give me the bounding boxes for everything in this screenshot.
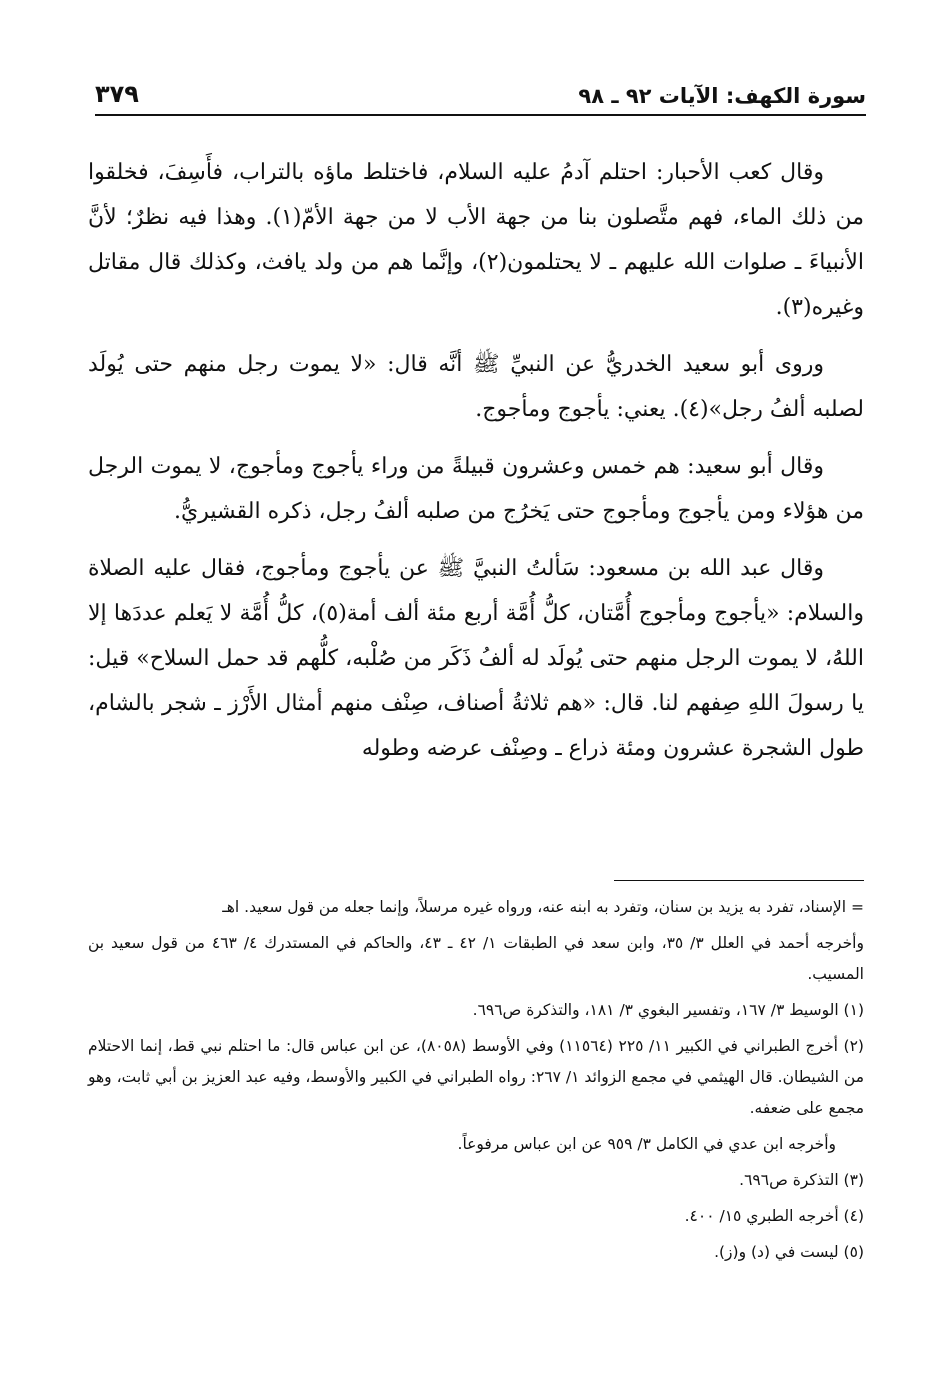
- footnote-continuation: = الإسناد، تفرد به يزيد بن سنان، وتفرد به ابنه عنه، ورواه غيره مرسلاً، وإنما جعله من قول سعيد. اهـ: [222, 898, 864, 916]
- paragraph: وقال كعب الأحبار: احتلم آدمُ عليه السلام، فاختلط ماؤه بالتراب، فأَسِفَ، فخلقوا من ذلك الماء، فهم متَّصلون بنا من جهة الأب لا من جهة الأمّ(١). وهذا فيه نظرٌ؛ لأنَّ الأنبياءَ ـ صلوات الله عليهم ـ لا يحتلمون(٢)، وإنَّما هم من ولد يافث، وكذلك قال مقاتل وغيره(٣).: [88, 160, 864, 320]
- footnote-continuation: وأخرجه أحمد في العلل ٣/ ٣٥، وابن سعد في الطبقات ١/ ٤٢ ـ ٤٣، والحاكم في المستدرك ٤/ ٤٦٣ من قول سعيد بن المسيب.: [88, 934, 864, 983]
- paragraph: وروى أبو سعيد الخدريُّ عن النبيِّ ﷺ أنَّه قال: «لا يموت رجل منهم حتى يُولَد لصلبه ألفُ رجل»(٤). يعني: يأجوج ومأجوج.: [88, 352, 864, 422]
- footnote: وأخرجه ابن عدي في الكامل ٣/ ٩٥٩ عن ابن عباس مرفوعاً.: [457, 1135, 836, 1153]
- footnote: (٥) ليست في (د) و(ز).: [714, 1243, 864, 1261]
- header-rule: [95, 114, 866, 116]
- footnotes: [88, 892, 864, 1273]
- footnote: (٣) التذكرة ص٦٩٦.: [739, 1171, 864, 1189]
- paragraph: وقال عبد الله بن مسعود: سَألتُ النبيَّ ﷺ عن يأجوج ومأجوج، فقال عليه الصلاة والسلام: «يأجوج ومأجوج أُمَّتان، كلُّ أُمَّة أربع مئة ألف أمة(٥)، كلُّ أُمَّة لا يَعلم عددَها إلا اللهُ، لا يموت الرجل منهم حتى يُولَد له ألفُ ذَكَر من صُلْبه، كلُّهم قد حمل السلاح» قيل: يا رسولَ اللهِ صِفهم لنا. قال: «هم ثلاثةُ أصناف، صِنْف منهم أمثال الأَرْز ـ شجر بالشام، طول الشجرة عشرون ومئة ذراع ـ وصِنْف عرضه وطوله: [88, 556, 864, 761]
- running-header: [95, 68, 866, 108]
- paragraph: وقال أبو سعيد: هم خمس وعشرون قبيلةً من وراء يأجوج ومأجوج، لا يموت الرجل من هؤلاء ومن يأجوج ومأجوج حتى يَخرُج من صلبه ألفُ رجل، ذكره القشيريُّ.: [88, 454, 864, 524]
- page-number: ٣٧٩: [95, 80, 139, 108]
- footnote: (٤) أخرجه الطبري ١٥/ ٤٠٠.: [684, 1207, 864, 1225]
- main-text: [88, 150, 864, 783]
- running-title: سورة الكهف: الآيات ٩٢ ـ ٩٨: [578, 84, 866, 108]
- footnote: (٢) أخرج الطبراني في الكبير ١١/ ٢٢٥ (١١٥٦٤) وفي الأوسط (٨٠٥٨)، عن ابن عباس قال: ما احتلم نبي قط، إنما الاحتلام من الشيطان. قال الهيثمي في مجمع الزوائد ١/ ٢٦٧: رواه الطبراني في الكبير والأوسط، وفيه عبد العزيز بن أبي ثابت، وهو مجمع على ضعفه.: [88, 1037, 865, 1117]
- footnote-separator: [614, 880, 864, 881]
- footnote: (١) الوسيط ٣/ ١٦٧، وتفسير البغوي ٣/ ١٨١، والتذكرة ص٦٩٦.: [472, 1001, 864, 1019]
